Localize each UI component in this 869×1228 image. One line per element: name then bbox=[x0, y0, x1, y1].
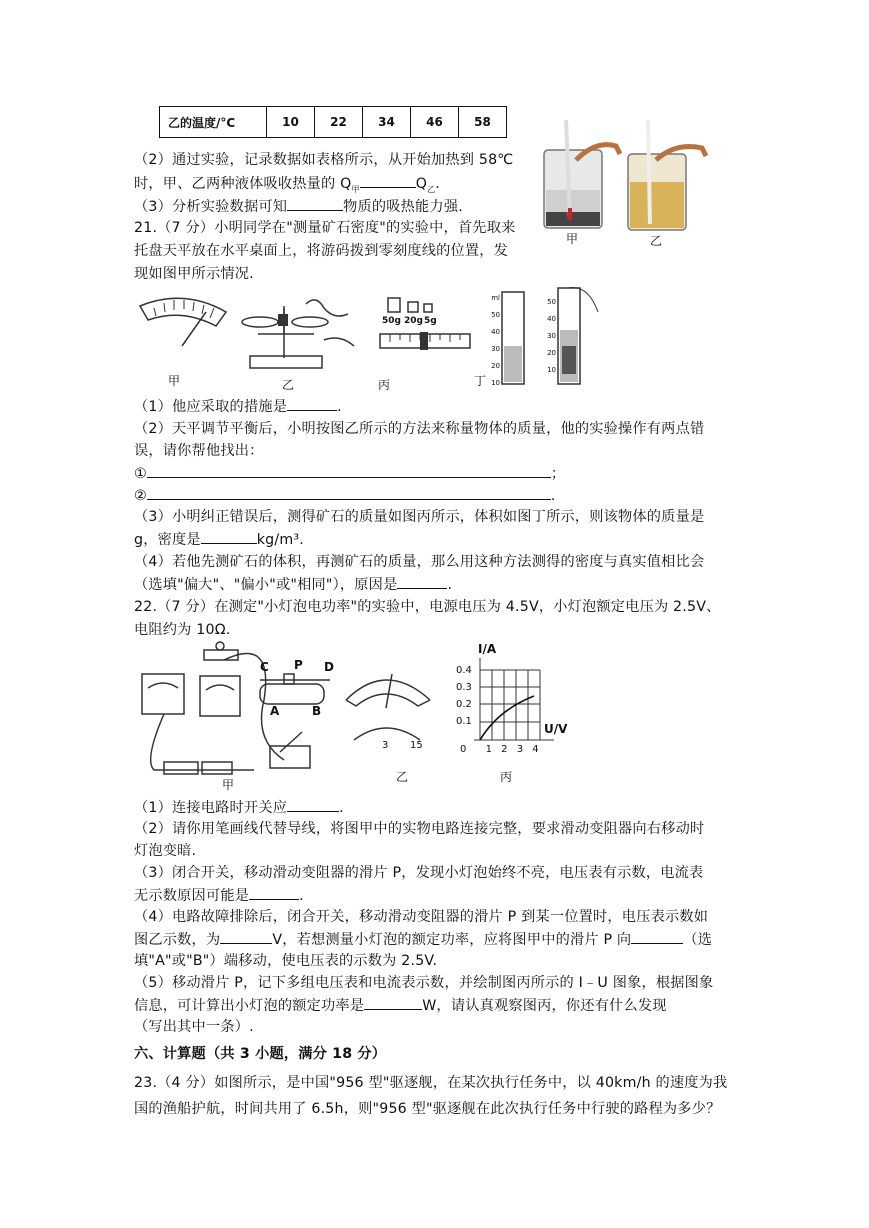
table-cell: 10 bbox=[267, 107, 315, 138]
graph-yticks: 0.4 0.3 0.2 0.1 bbox=[456, 665, 472, 727]
q21-part2-line2: 误，请你帮他找出： bbox=[134, 443, 264, 459]
q21-error1: ① ； bbox=[134, 463, 565, 484]
q20-part2-line2: 时，甲、乙两种液体吸收热量的 $Q_甲$ $Q_乙$. bbox=[134, 173, 440, 200]
q22-part3-line2: 无示数原因可能是 . bbox=[134, 885, 304, 906]
table-cell: 58 bbox=[459, 107, 507, 138]
circuit-label-yi: 乙 bbox=[396, 770, 409, 784]
temperature-table bbox=[159, 106, 507, 138]
answer-blank[interactable] bbox=[220, 929, 272, 944]
graph-ylabel: I/A bbox=[478, 642, 497, 656]
q21-part2-line1: （2）天平调节平衡后，小明按图乙所示的方法来称量物体的质量，他的实验操作有两点错 bbox=[134, 421, 705, 437]
answer-blank[interactable] bbox=[287, 196, 343, 211]
circuit-label-bing: 丙 bbox=[500, 770, 513, 784]
graph-xticks: 0 1 2 3 4 bbox=[460, 744, 539, 755]
cylinder-right-scale: 50 40 30 20 10 bbox=[547, 298, 556, 374]
q22-part5-line2: 信息，可计算出小灯泡的额定功率是 W，请认真观察图丙，你还有什么发现 bbox=[134, 995, 667, 1016]
q22-part2-line2: 灯泡变暗. bbox=[134, 843, 197, 859]
table-cell: 22 bbox=[315, 107, 363, 138]
weight-50g: 50g bbox=[382, 316, 401, 326]
circuit-label-jia: 甲 bbox=[222, 778, 235, 792]
fig-label-jia: 甲 bbox=[168, 374, 181, 388]
q23-line2: 国的渔船护航，时间共用了 6.5h，则"956 型"驱逐舰在此次执行任务中行驶的路程为多少？ bbox=[134, 1101, 721, 1117]
q20-part3: （3）分析实验数据可知 物质的吸热能力强. bbox=[134, 196, 463, 217]
q22-intro-line2: 电阻约为 10Ω. bbox=[134, 622, 231, 638]
answer-blank[interactable] bbox=[249, 885, 299, 900]
q22-part5-line3: （写出其中一条）. bbox=[134, 1019, 254, 1035]
q22-part4-line3: 填"A"或"B"）端移动，使电压表的示数为 2.5V. bbox=[134, 953, 438, 969]
table-cell: 46 bbox=[411, 107, 459, 138]
circuit-figure: 甲 乙 丙 C P D A B 3 15 I/A U/V 0.4 0.3 0.2 0.1 0 1 2 3 4 bbox=[134, 640, 594, 788]
q22-part5-line1: （5）移动滑片 P，记下多组电压表和电流表示数，并绘制图丙所示的 I﹣U 图象，根据图象 bbox=[134, 975, 714, 991]
weight-5g: 5g bbox=[424, 316, 437, 326]
answer-blank[interactable] bbox=[364, 995, 422, 1010]
beakers-figure bbox=[536, 120, 716, 250]
q22-intro-line1: 22.（7 分）在测定"小灯泡电功率"的实验中，电源电压为 4.5V，小灯泡额定电压为 2.5V、 bbox=[134, 599, 721, 615]
q21-part4-line1: （4）若他先测矿石的体积，再测矿石的质量，那么用这种方法测得的密度与真实值相比会 bbox=[134, 554, 705, 570]
fig-label-ding: 丁 bbox=[474, 374, 487, 388]
q22-part2-line1: （2）请你用笔画线代替导线，将图甲中的实物电路连接完整，要求滑动变阻器向右移动时 bbox=[134, 821, 705, 837]
q22-part3-line1: （3）闭合开关，移动滑动变阻器的滑片 P，发现小灯泡始终不亮，电压表有示数，电流表 bbox=[134, 865, 704, 881]
answer-blank[interactable] bbox=[397, 574, 447, 589]
answer-blank[interactable] bbox=[360, 173, 416, 188]
q21-part3-line1: （3）小明纠正错误后，测得矿石的质量如图丙所示，体积如图丁所示，则该物体的质量是 bbox=[134, 509, 705, 525]
q21-part4-line2: （选填"偏大"、"偏小"或"相同"），原因是 . bbox=[134, 574, 452, 595]
answer-blank[interactable] bbox=[287, 797, 339, 812]
q23-line1: 23.（4 分）如图所示，是中国"956 型"驱逐舰，在某次执行任务中，以 40km/h 的速度为我 bbox=[134, 1075, 728, 1091]
answer-blank[interactable] bbox=[287, 396, 337, 411]
q22-part4-line2: 图乙示数，为 V，若想测量小灯泡的额定功率，应将图甲中的滑片 P 向 （选 bbox=[134, 929, 712, 950]
q21-part3-line2: g，密度是 kg/m³. bbox=[134, 529, 304, 550]
beaker-label-yi: 乙 bbox=[650, 234, 663, 248]
fig-label-yi: 乙 bbox=[282, 378, 295, 392]
table-cell: 34 bbox=[363, 107, 411, 138]
answer-blank[interactable] bbox=[147, 463, 551, 478]
q21-intro-line1: 21.（7 分）小明同学在"测量矿石密度"的实验中，首先取来 bbox=[134, 220, 516, 236]
q20-part2-line1: （2）通过实验，记录数据如表格所示，从开始加热到 58℃ bbox=[134, 152, 514, 168]
answer-blank[interactable] bbox=[201, 529, 257, 544]
graph-xlabel: U/V bbox=[544, 722, 568, 736]
section-heading: 六、计算题（共 3 小题，满分 18 分） bbox=[134, 1046, 387, 1062]
fig-label-bing: 丙 bbox=[378, 378, 391, 392]
q22-part4-line1: （4）电路故障排除后，闭合开关，移动滑动变阻器的滑片 P 到某一位置时，电压表示数如 bbox=[134, 909, 709, 925]
q22-part1: （1）连接电路时开关应 . bbox=[134, 797, 344, 818]
density-experiment-figure bbox=[134, 286, 614, 396]
q21-error2: ② . bbox=[134, 485, 556, 506]
table-header: 乙的温度/°C bbox=[160, 107, 267, 138]
q21-part1: （1）他应采取的措施是 . bbox=[134, 396, 342, 417]
weight-20g: 20g bbox=[404, 316, 423, 326]
answer-blank[interactable] bbox=[631, 929, 683, 944]
answer-blank[interactable] bbox=[147, 485, 551, 500]
cylinder-left-scale: ml 50 40 30 20 10 bbox=[491, 294, 500, 387]
q21-intro-line2: 托盘天平放在水平桌面上，将游码拨到零刻度线的位置，发 bbox=[134, 243, 509, 259]
beaker-label-jia: 甲 bbox=[566, 232, 579, 246]
q21-intro-line3: 现如图甲所示情况. bbox=[134, 266, 254, 282]
